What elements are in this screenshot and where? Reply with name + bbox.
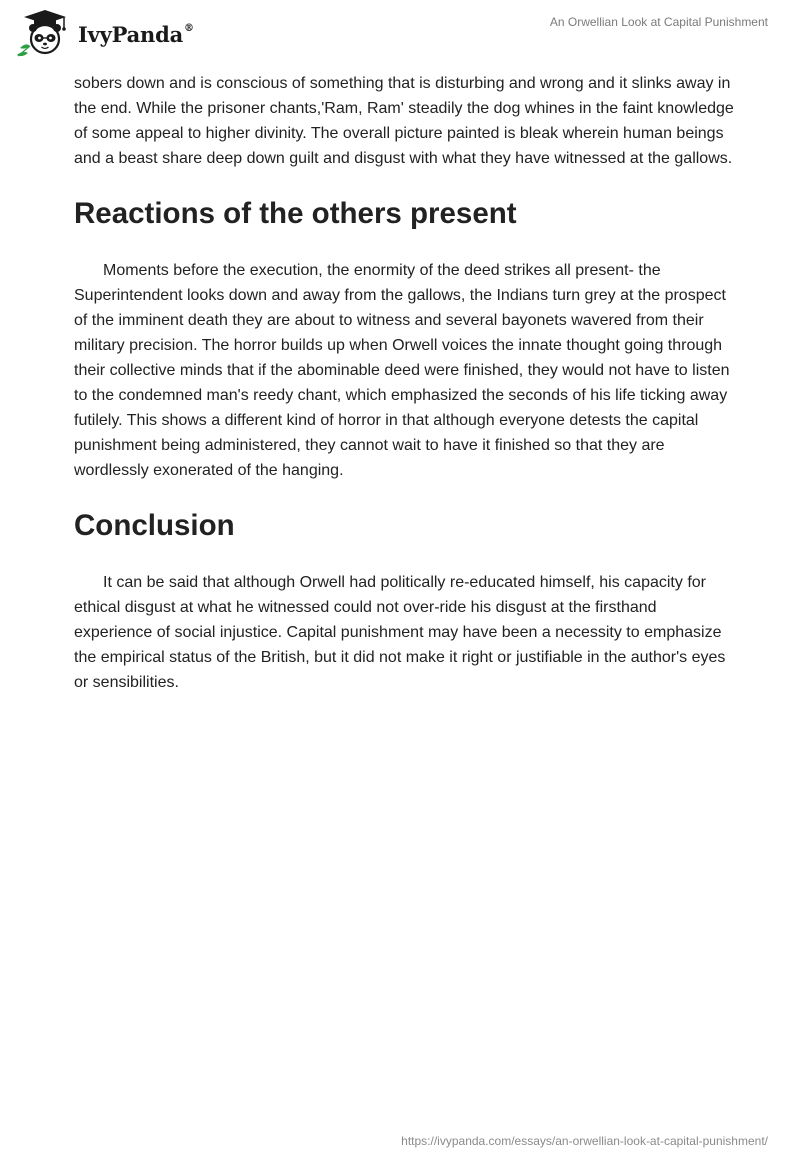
section-heading-conclusion: Conclusion: [74, 509, 235, 542]
page-header: [0, 0, 800, 64]
panda-graduate-icon: [14, 8, 76, 58]
brand-name: IvyPanda®: [78, 21, 194, 47]
ivypanda-logo[interactable]: [14, 8, 194, 58]
reactions-paragraph: Moments before the execution, the enormity of the deed strikes all present- the Superintendent looks down and away from the gallows, the Indians turn grey at the prospect of the imminent death they are about to witness and several bayonets wavered from their military precision. The horror builds up when Orwell voices the innate thought going through their collective minds that if the abominable deed were finished, they would not have to listen to the condemned man's reedy chant, which emphasized the seconds of his life ticking away futilely. This shows a different kind of horror in that although everyone detests the capital punishment being administered, they cannot wait to have it finished so that they are wordlessly exonerated of the hanging.: [74, 262, 730, 479]
intro-paragraph: sobers down and is conscious of something that is disturbing and wrong and it slinks away in the end. While the prisoner chants,'Ram, Ram' steadily the dog whines in the faint knowledge of some appeal to higher divinity. The overall picture painted is bleak wherein human beings and a beast share deep down guilt and disgust with what they have witnessed at the gallows.: [74, 75, 734, 167]
source-url-link[interactable]: https://ivypanda.com/essays/an-orwellian-look-at-capital-punishment/: [401, 1134, 768, 1148]
essay-content: [74, 71, 734, 695]
section-heading-reactions: Reactions of the others present: [74, 197, 517, 230]
conclusion-paragraph: It can be said that although Orwell had politically re-educated himself, his capacity for ethical disgust at what he witnessed could not over-ride his disgust at the firsthand experience of social injustice. Capital punishment may have been a necessity to emphasize the empirical status of the British, but it did not make it right or justifiable in the author's eyes or sensibilities.: [74, 574, 726, 691]
document-title: An Orwellian Look at Capital Punishment: [549, 15, 768, 29]
registered-mark: ®: [184, 22, 194, 34]
